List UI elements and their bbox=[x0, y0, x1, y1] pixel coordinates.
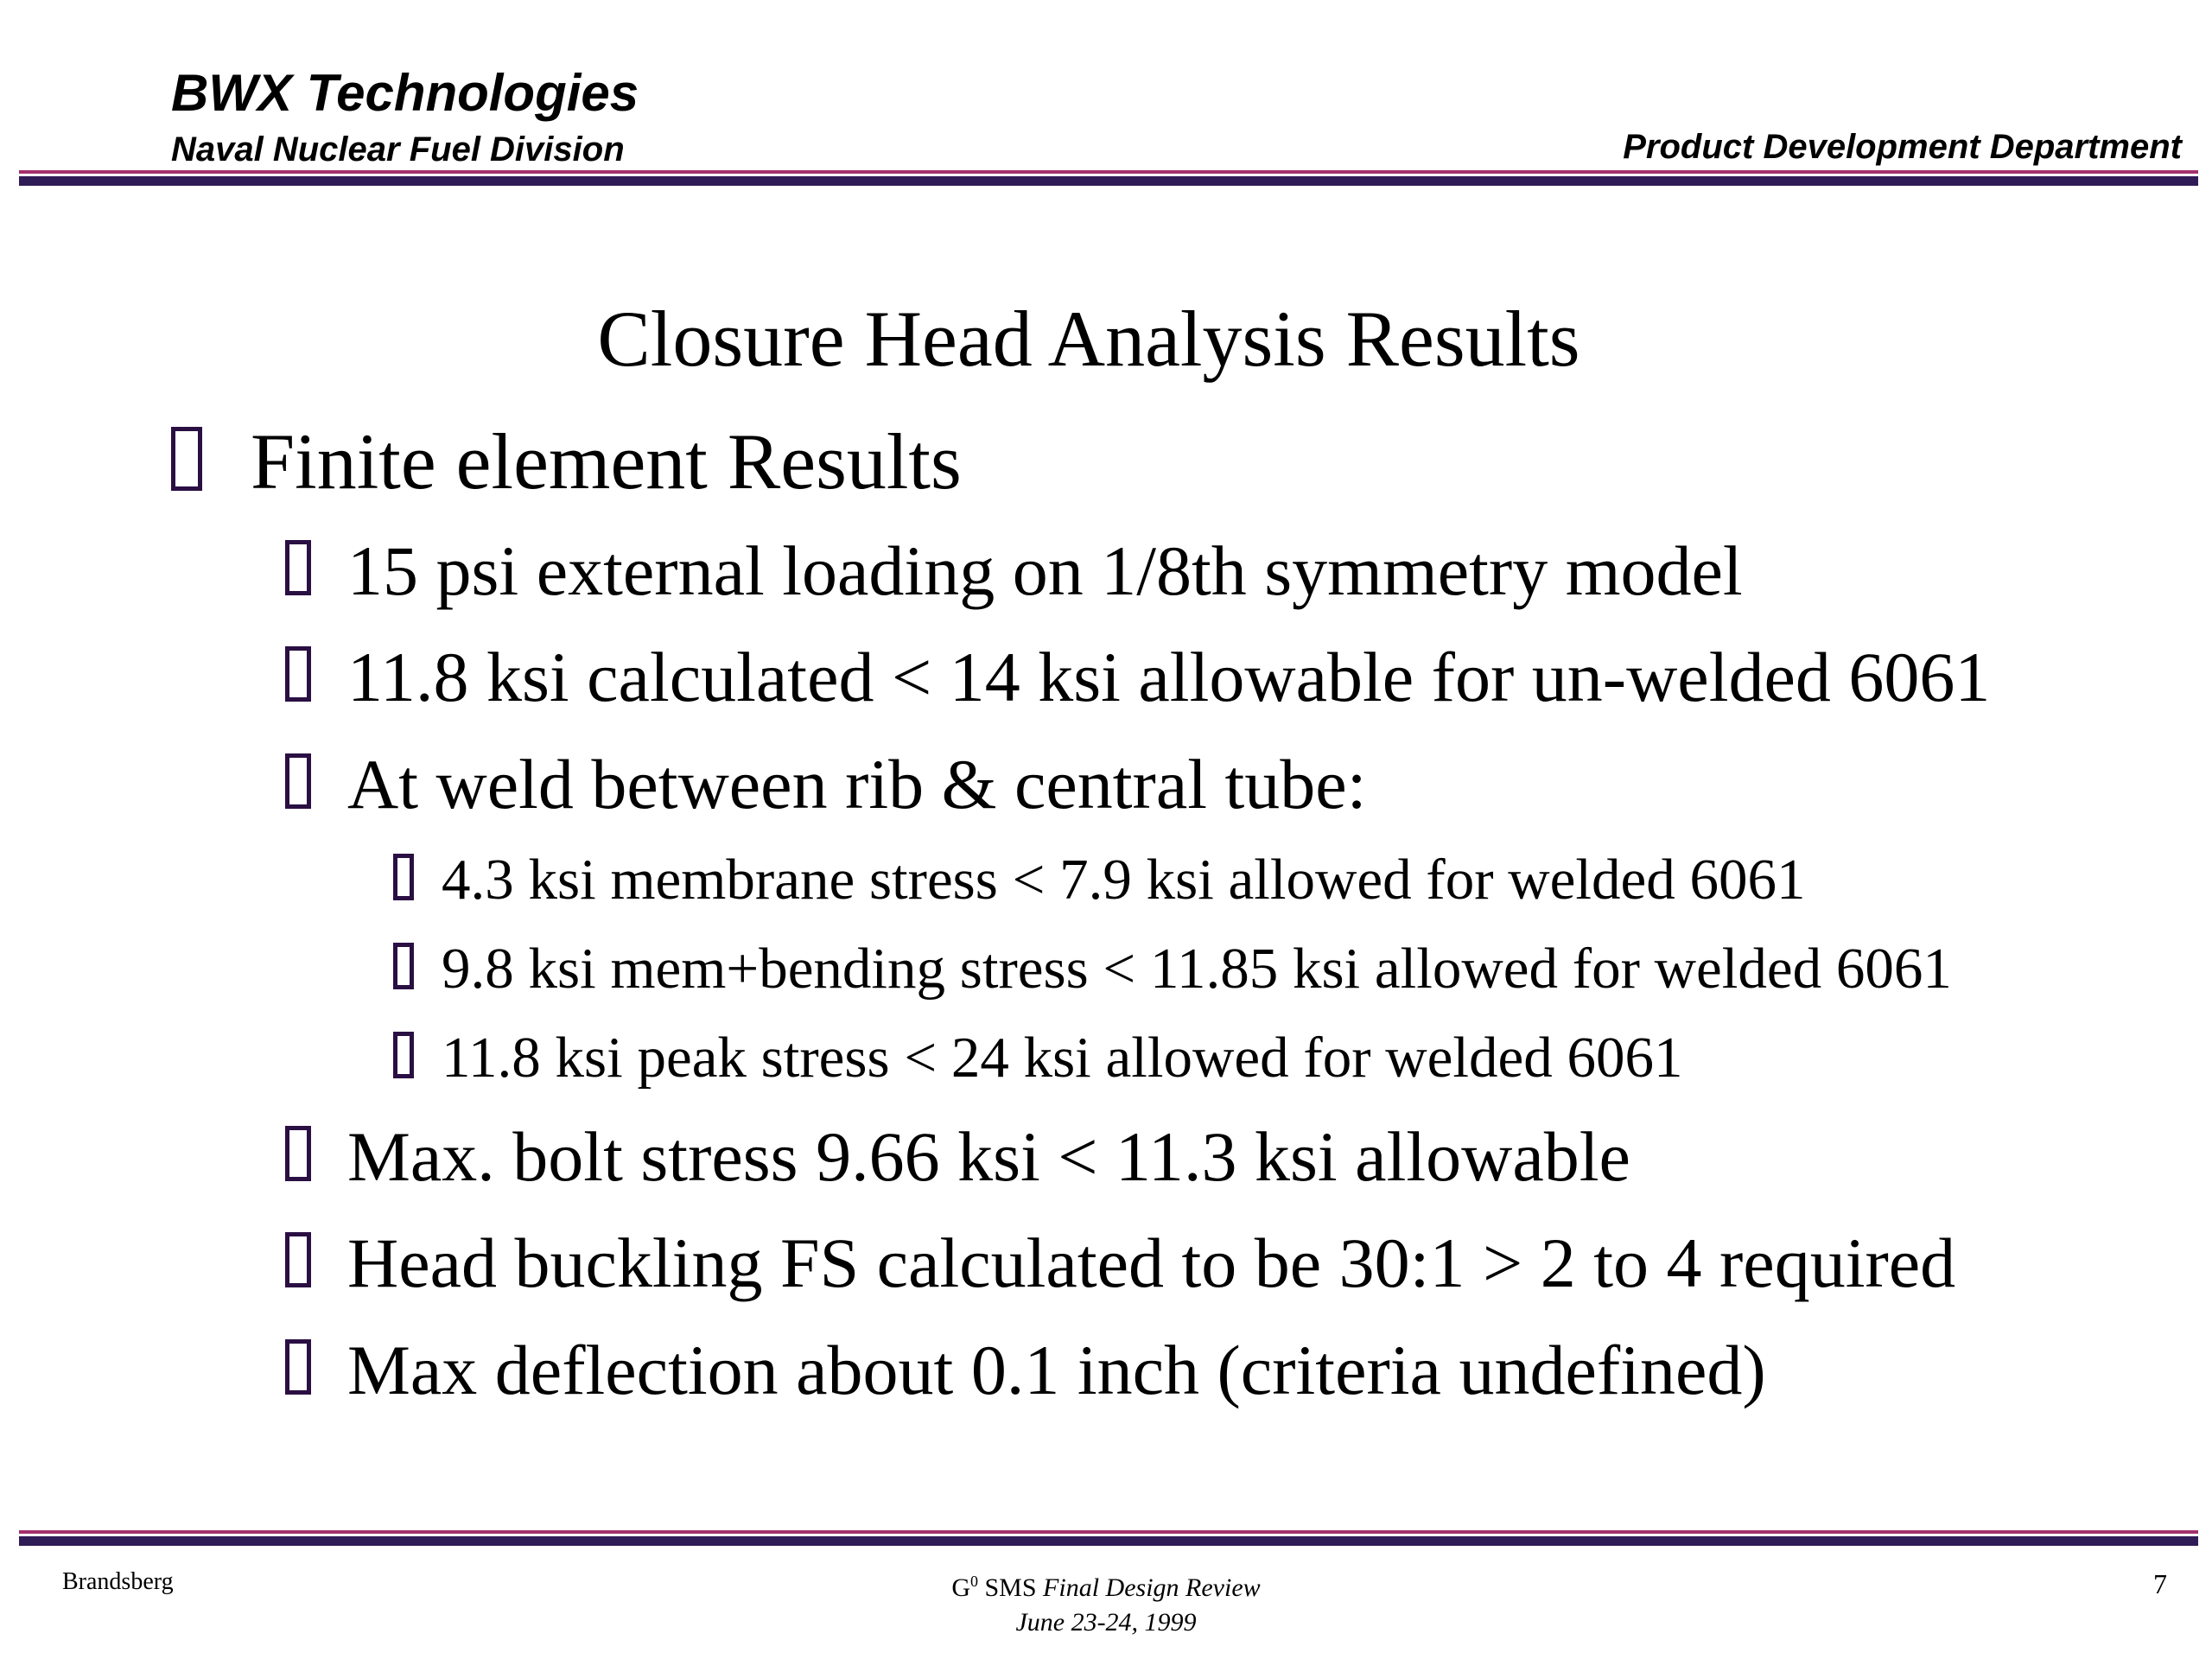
division-name: Naval Nuclear Fuel Division bbox=[171, 130, 625, 168]
bullet-text: 11.8 ksi peak stress < 24 ksi allowed for welded 6061 bbox=[442, 1026, 1683, 1090]
bullet-text: At weld between rib & central tube: bbox=[347, 745, 1367, 823]
company-name: BWX Technologies bbox=[171, 64, 639, 122]
square-bullet-icon bbox=[285, 646, 311, 702]
program-superscript: 0 bbox=[970, 1573, 978, 1590]
bullet-text: Max. bolt stress 9.66 ksi < 11.3 ksi allowable bbox=[347, 1117, 1630, 1196]
department-name: Product Development Department bbox=[1623, 128, 2182, 166]
square-bullet-icon bbox=[285, 1126, 311, 1181]
slide-title: Closure Head Analysis Results bbox=[597, 295, 1580, 383]
footer-divider bbox=[19, 1530, 2198, 1546]
bullet-text: 11.8 ksi calculated < 14 ksi allowable for un-welded 6061 bbox=[347, 638, 1991, 716]
bullet-text: Finite element Results bbox=[251, 417, 962, 505]
bullet-text: 4.3 ksi membrane stress < 7.9 ksi allowed for welded 6061 bbox=[442, 848, 1806, 912]
program-prefix: G bbox=[951, 1573, 970, 1602]
square-bullet-icon bbox=[285, 1232, 311, 1287]
square-bullet-icon bbox=[393, 854, 414, 900]
bullet-text: 9.8 ksi mem+bending stress < 11.85 ksi allowed for welded 6061 bbox=[442, 937, 1952, 1001]
footer-date: June 23-24, 1999 bbox=[1015, 1608, 1197, 1637]
bullet-text: Head buckling FS calculated to be 30:1 > 2 to 4 required bbox=[347, 1224, 1956, 1302]
bullet-text: Max deflection about 0.1 inch (criteria undefined) bbox=[347, 1331, 1766, 1409]
review-name: Final Design Review bbox=[1043, 1573, 1261, 1602]
square-bullet-icon bbox=[393, 1032, 414, 1078]
square-bullet-icon bbox=[285, 753, 311, 809]
bullet-text: 15 psi external loading on 1/8th symmetry model bbox=[347, 531, 1743, 610]
square-bullet-icon bbox=[393, 943, 414, 989]
square-bullet-icon bbox=[285, 1339, 311, 1395]
footer-program bbox=[933, 1564, 1279, 1640]
footer-author: Brandsberg bbox=[62, 1568, 174, 1595]
square-bullet-icon bbox=[285, 540, 311, 595]
page-number: 7 bbox=[2153, 1568, 2167, 1599]
footer-review-line bbox=[933, 1564, 1279, 1605]
program-name: SMS bbox=[978, 1573, 1044, 1602]
square-bullet-icon bbox=[171, 427, 202, 491]
